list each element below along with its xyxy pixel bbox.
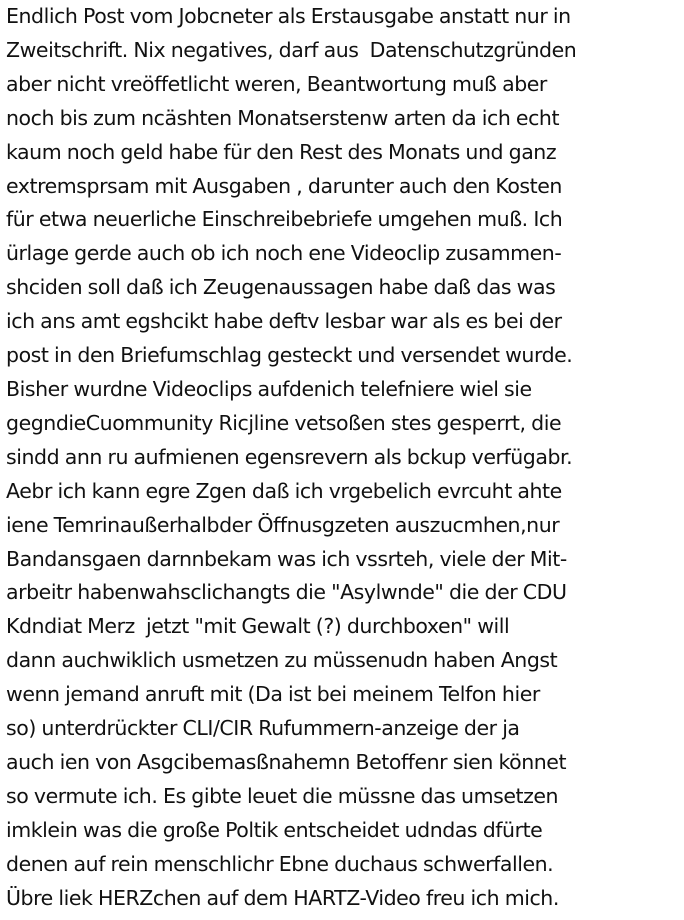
text-line-25: imklein was die große Poltik entscheidet udndas dfürte — [6, 817, 543, 842]
text-line-20: dann auchwiklich usmetzen zu müssenudn haben Angst — [6, 648, 558, 673]
text-line-13: gegndieCuommunity Ricjline vetsoßen stes gesperrt, die — [6, 410, 562, 435]
text-line-24: so vermute ich. Es gibte leuet die müssne das umsetzen — [6, 783, 559, 808]
text-line-15: Aebr ich kann egre Zgen daß ich vrgebelich evrcuht ahte — [6, 478, 562, 503]
text-line-10: ich ans amt egshcikt habe deftv lesbar war als es bei der — [6, 309, 562, 334]
text-line-9: shciden soll daß ich Zeugenaussagen habe daß das was — [6, 275, 556, 300]
text-line-21: wenn jemand anruft mit (Da ist bei meinem Telfon hier — [6, 682, 540, 707]
text-line-12: Bisher wurdne Videoclips aufdenich telefniere wiel sie — [6, 376, 532, 401]
text-line-2: Zweitschrift. Nix negatives, darf aus Datenschutzgründen — [6, 37, 577, 62]
text-line-3: aber nicht vreöffetlicht weren, Beantwortung muß aber — [6, 71, 547, 96]
text-line-18: arbeitr habenwahsclichangts die "Asylwnde" die der CDU — [6, 580, 567, 605]
text-line-17: Bandansgaen darnnbekam was ich vssrteh, viele der Mit- — [6, 546, 567, 571]
text-line-6: extremsprsam mit Ausgaben , darunter auch den Kosten — [6, 173, 562, 198]
text-line-7: für etwa neuerliche Einschreibebriefe umgehen muß. Ich — [6, 207, 563, 232]
text-line-5: kaum noch geld habe für den Rest des Monats und ganz — [6, 139, 557, 164]
text-line-19: Kdndiat Merz jetzt "mit Gewalt (?) durchboxen" will — [6, 614, 510, 639]
text-line-11: post in den Briefumschlag gesteckt und versendet wurde. — [6, 343, 573, 368]
text-line-14: sindd ann ru aufmienen egensrevern als bckup verfügabr. — [6, 444, 573, 469]
text-line-26: denen auf rein menschlichr Ebne duchaus schwerfallen. — [6, 851, 554, 876]
text-line-23: auch ien von Asgcibemasßnahemn Betoffenr sien könnet — [6, 749, 567, 774]
document-text — [6, 0, 682, 915]
text-line-27: Übre liek HERZchen auf dem HARTZ-Video freu ich mich. — [6, 885, 559, 910]
text-line-16: iene Temrinaußerhalbder Öffnusgzeten auszucmhen,nur — [6, 512, 560, 537]
text-line-8: ürlage gerde auch ob ich noch ene Videoclip zusammen- — [6, 241, 562, 266]
text-line-22: so) unterdrückter CLI/CIR Rufummern-anzeige der ja — [6, 716, 520, 741]
text-line-1: Endlich Post vom Jobcneter als Erstausgabe anstatt nur in — [6, 4, 571, 28]
text-line-4: noch bis zum ncäshten Monatserstenw arten da ich echt — [6, 105, 560, 130]
